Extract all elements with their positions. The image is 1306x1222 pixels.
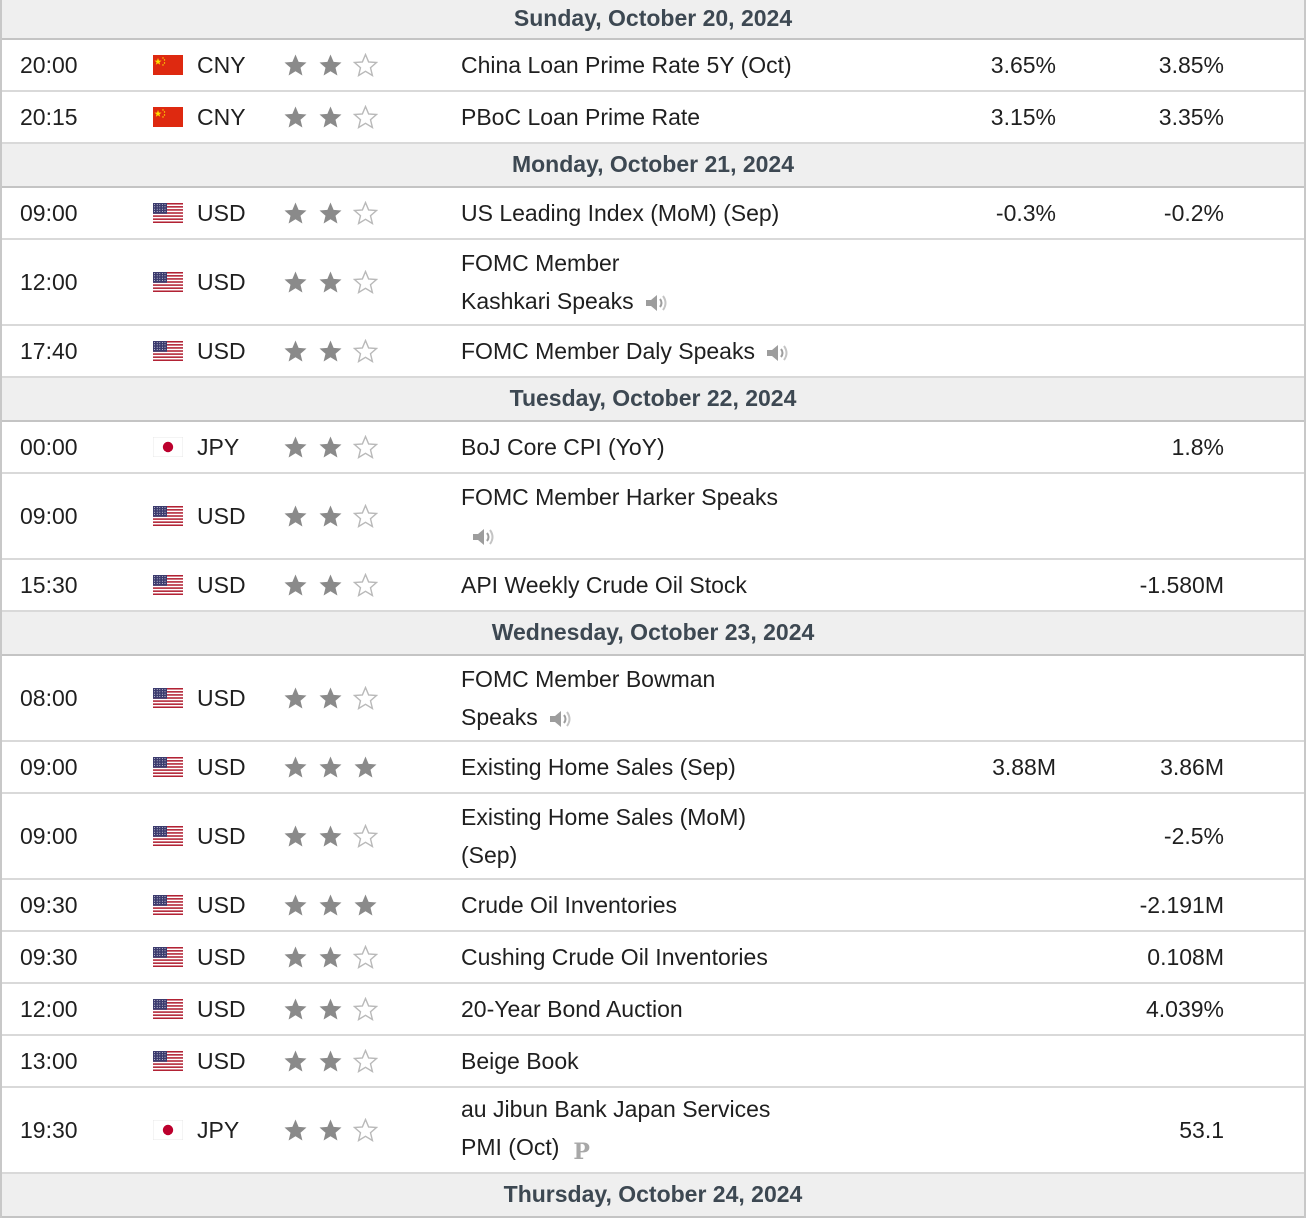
event-currency: USD xyxy=(197,268,246,295)
importance-rating xyxy=(283,1088,393,1172)
event-forecast: -2.191M xyxy=(1139,891,1224,918)
importance-rating xyxy=(283,422,393,472)
event-previous xyxy=(1230,794,1300,878)
star-empty-icon xyxy=(353,53,378,78)
star-empty-icon xyxy=(353,1118,378,1143)
event-forecast xyxy=(1062,656,1224,740)
importance-rating xyxy=(283,240,393,324)
event-name-cell[interactable] xyxy=(461,40,881,90)
star-filled-icon xyxy=(283,1049,308,1074)
star-filled-icon xyxy=(353,893,378,918)
event-actual: 3.88M xyxy=(992,753,1056,780)
event-previous xyxy=(1230,40,1300,90)
event-time: 13:00 xyxy=(20,1047,78,1074)
event-name-cell[interactable] xyxy=(461,326,881,376)
event-previous xyxy=(1230,656,1300,740)
us-flag-icon xyxy=(153,240,185,324)
event-forecast xyxy=(1062,240,1224,324)
star-empty-icon xyxy=(353,201,378,226)
us-flag-icon xyxy=(153,656,185,740)
china-flag-icon xyxy=(153,92,185,142)
star-filled-icon xyxy=(318,339,343,364)
speaker-icon[interactable] xyxy=(644,292,670,314)
event-row[interactable] xyxy=(2,560,1304,612)
event-currency: USD xyxy=(197,753,246,780)
event-currency: USD xyxy=(197,684,246,711)
event-row[interactable] xyxy=(2,188,1304,240)
importance-rating xyxy=(283,794,393,878)
star-filled-icon xyxy=(283,824,308,849)
us-flag-icon xyxy=(153,932,185,982)
star-empty-icon xyxy=(353,504,378,529)
us-flag-icon xyxy=(153,880,185,930)
event-time: 00:00 xyxy=(20,433,78,460)
event-name-cell[interactable] xyxy=(461,656,881,740)
event-time: 09:00 xyxy=(20,822,78,849)
event-name-cell[interactable] xyxy=(461,880,881,930)
event-previous xyxy=(1230,742,1300,792)
star-filled-icon xyxy=(283,339,308,364)
star-filled-icon xyxy=(318,573,343,598)
day-header: Tuesday, October 22, 2024 xyxy=(2,378,1304,422)
event-name-cell[interactable] xyxy=(461,188,881,238)
event-name[interactable]: China Loan Prime Rate 5Y (Oct) xyxy=(461,52,792,78)
event-time: 09:30 xyxy=(20,891,78,918)
event-previous xyxy=(1230,1088,1300,1172)
day-header: Sunday, October 20, 2024 xyxy=(2,0,1304,40)
event-previous xyxy=(1230,984,1300,1034)
star-filled-icon xyxy=(283,201,308,226)
star-filled-icon xyxy=(318,824,343,849)
event-previous xyxy=(1230,1036,1300,1086)
importance-rating xyxy=(283,880,393,930)
event-name-cell[interactable] xyxy=(461,984,881,1034)
event-currency: USD xyxy=(197,891,246,918)
event-forecast: 3.35% xyxy=(1158,103,1224,130)
event-time: 17:40 xyxy=(20,337,78,364)
event-row[interactable] xyxy=(2,422,1304,474)
event-currency: JPY xyxy=(197,1116,240,1143)
event-forecast: -2.5% xyxy=(1163,822,1224,849)
event-actual: 3.15% xyxy=(990,103,1056,130)
event-currency: CNY xyxy=(197,103,246,130)
star-filled-icon xyxy=(318,1118,343,1143)
event-previous xyxy=(1230,932,1300,982)
event-name[interactable]: BoJ Core CPI (YoY) xyxy=(461,434,665,460)
event-currency: CNY xyxy=(197,51,246,78)
us-flag-icon xyxy=(153,188,185,238)
star-filled-icon xyxy=(283,893,308,918)
star-empty-icon xyxy=(353,945,378,970)
event-actual xyxy=(882,326,1056,376)
event-name[interactable]: 20-Year Bond Auction xyxy=(461,996,683,1022)
star-filled-icon xyxy=(318,105,343,130)
importance-rating xyxy=(283,92,393,142)
star-empty-icon xyxy=(353,573,378,598)
importance-rating xyxy=(283,326,393,376)
event-previous xyxy=(1230,880,1300,930)
event-time: 09:00 xyxy=(20,753,78,780)
speaker-icon-wrap[interactable] xyxy=(538,704,574,730)
event-actual: -0.3% xyxy=(995,199,1056,226)
event-forecast: 0.108M xyxy=(1147,943,1224,970)
event-row[interactable] xyxy=(2,1088,1304,1174)
event-name-cell[interactable] xyxy=(461,1036,881,1086)
event-row[interactable] xyxy=(2,656,1304,742)
speaker-icon-wrap[interactable] xyxy=(461,522,497,548)
event-name[interactable]: US Leading Index (MoM) (Sep) xyxy=(461,200,780,226)
event-actual: 3.65% xyxy=(990,51,1056,78)
event-actual xyxy=(882,1036,1056,1086)
event-currency: USD xyxy=(197,943,246,970)
event-actual xyxy=(882,474,1056,558)
event-forecast: 4.039% xyxy=(1145,995,1224,1022)
event-previous xyxy=(1230,188,1300,238)
star-filled-icon xyxy=(318,504,343,529)
importance-rating xyxy=(283,40,393,90)
star-empty-icon xyxy=(353,339,378,364)
importance-rating xyxy=(283,656,393,740)
event-time: 19:30 xyxy=(20,1116,78,1143)
event-name-cell[interactable] xyxy=(461,742,881,792)
importance-rating xyxy=(283,984,393,1034)
importance-rating xyxy=(283,188,393,238)
event-name[interactable]: Beige Book xyxy=(461,1048,579,1074)
event-forecast: 3.85% xyxy=(1158,51,1224,78)
event-name-cell[interactable] xyxy=(461,1088,881,1172)
china-flag-icon xyxy=(153,40,185,90)
star-filled-icon xyxy=(318,997,343,1022)
star-filled-icon xyxy=(318,945,343,970)
event-row[interactable] xyxy=(2,742,1304,794)
event-name[interactable]: API Weekly Crude Oil Stock xyxy=(461,572,747,598)
star-filled-icon xyxy=(318,893,343,918)
event-previous xyxy=(1230,92,1300,142)
star-filled-icon xyxy=(318,270,343,295)
star-filled-icon xyxy=(283,573,308,598)
event-actual xyxy=(882,240,1056,324)
event-row[interactable] xyxy=(2,794,1304,880)
event-previous xyxy=(1230,240,1300,324)
event-actual xyxy=(882,880,1056,930)
star-filled-icon xyxy=(318,755,343,780)
importance-rating xyxy=(283,1036,393,1086)
us-flag-icon xyxy=(153,984,185,1034)
event-time: 09:00 xyxy=(20,502,78,529)
event-previous xyxy=(1230,422,1300,472)
event-previous xyxy=(1230,474,1300,558)
event-previous xyxy=(1230,560,1300,610)
event-name[interactable]: FOMC Member Bowman Speaks xyxy=(461,666,716,730)
event-name-cell[interactable] xyxy=(461,932,881,982)
star-filled-icon xyxy=(283,686,308,711)
event-previous xyxy=(1230,326,1300,376)
speaker-icon-wrap[interactable] xyxy=(634,288,670,314)
event-actual xyxy=(882,1088,1056,1172)
day-header: Thursday, October 24, 2024 xyxy=(2,1174,1304,1218)
event-currency: USD xyxy=(197,571,246,598)
star-filled-icon xyxy=(318,686,343,711)
importance-rating xyxy=(283,742,393,792)
speaker-icon[interactable] xyxy=(548,708,574,730)
event-name[interactable]: FOMC Member Kashkari Speaks xyxy=(461,250,634,314)
star-filled-icon xyxy=(318,53,343,78)
event-forecast: -0.2% xyxy=(1163,199,1224,226)
event-name-cell[interactable] xyxy=(461,422,881,472)
event-actual xyxy=(882,984,1056,1034)
event-row[interactable] xyxy=(2,326,1304,378)
event-forecast: 3.86M xyxy=(1160,753,1224,780)
event-actual xyxy=(882,422,1056,472)
event-actual xyxy=(882,932,1056,982)
us-flag-icon xyxy=(153,474,185,558)
importance-rating xyxy=(283,932,393,982)
star-filled-icon xyxy=(353,755,378,780)
event-row[interactable] xyxy=(2,240,1304,326)
event-time: 20:00 xyxy=(20,51,78,78)
star-filled-icon xyxy=(283,105,308,130)
star-empty-icon xyxy=(353,270,378,295)
us-flag-icon xyxy=(153,794,185,878)
star-empty-icon xyxy=(353,1049,378,1074)
event-time: 08:00 xyxy=(20,684,78,711)
event-currency: USD xyxy=(197,337,246,364)
event-time: 12:00 xyxy=(20,268,78,295)
star-filled-icon xyxy=(283,504,308,529)
event-forecast: 53.1 xyxy=(1179,1116,1224,1143)
speaker-icon[interactable] xyxy=(471,526,497,548)
event-row[interactable] xyxy=(2,880,1304,932)
event-name[interactable]: Existing Home Sales (MoM) (Sep) xyxy=(461,804,747,868)
event-name[interactable]: Existing Home Sales (Sep) xyxy=(461,754,736,780)
star-filled-icon xyxy=(283,945,308,970)
event-currency: JPY xyxy=(197,433,240,460)
preliminary-icon: P xyxy=(573,1138,590,1165)
event-actual xyxy=(882,560,1056,610)
event-currency: USD xyxy=(197,502,246,529)
event-actual xyxy=(882,794,1056,878)
star-filled-icon xyxy=(283,755,308,780)
day-header: Wednesday, October 23, 2024 xyxy=(2,612,1304,656)
star-empty-icon xyxy=(353,997,378,1022)
event-row[interactable] xyxy=(2,1036,1304,1088)
event-forecast: 1.8% xyxy=(1171,433,1224,460)
japan-flag-icon xyxy=(153,1088,185,1172)
star-filled-icon xyxy=(318,435,343,460)
star-filled-icon xyxy=(318,1049,343,1074)
event-name[interactable]: Crude Oil Inventories xyxy=(461,892,678,918)
star-empty-icon xyxy=(353,686,378,711)
event-name[interactable]: PBoC Loan Prime Rate xyxy=(461,104,701,130)
event-name[interactable]: FOMC Member Daly Speaks xyxy=(461,338,755,364)
event-currency: USD xyxy=(197,995,246,1022)
event-row[interactable] xyxy=(2,92,1304,144)
event-time: 15:30 xyxy=(20,571,78,598)
speaker-icon[interactable] xyxy=(765,342,791,364)
star-filled-icon xyxy=(283,435,308,460)
event-time: 20:15 xyxy=(20,103,78,130)
event-name-cell[interactable] xyxy=(461,474,881,558)
importance-rating xyxy=(283,474,393,558)
star-filled-icon xyxy=(283,1118,308,1143)
event-time: 09:30 xyxy=(20,943,78,970)
event-currency: USD xyxy=(197,822,246,849)
event-forecast: -1.580M xyxy=(1139,571,1224,598)
event-row[interactable] xyxy=(2,984,1304,1036)
event-time: 12:00 xyxy=(20,995,78,1022)
us-flag-icon xyxy=(153,560,185,610)
star-filled-icon xyxy=(283,270,308,295)
event-name-cell[interactable] xyxy=(461,560,881,610)
event-name[interactable]: au Jibun Bank Japan Services PMI (Oct) xyxy=(461,1095,771,1160)
us-flag-icon xyxy=(153,1036,185,1086)
event-name[interactable]: FOMC Member Harker Speaks xyxy=(461,484,778,510)
star-empty-icon xyxy=(353,105,378,130)
event-forecast xyxy=(1062,474,1224,558)
event-currency: USD xyxy=(197,1047,246,1074)
star-filled-icon xyxy=(283,997,308,1022)
event-forecast xyxy=(1062,1036,1224,1086)
star-filled-icon xyxy=(283,53,308,78)
importance-rating xyxy=(283,560,393,610)
day-header: Monday, October 21, 2024 xyxy=(2,144,1304,188)
event-name-cell[interactable] xyxy=(461,794,881,878)
event-forecast xyxy=(1062,326,1224,376)
event-name-cell[interactable] xyxy=(461,240,881,324)
us-flag-icon xyxy=(153,326,185,376)
event-row[interactable] xyxy=(2,932,1304,984)
star-filled-icon xyxy=(318,201,343,226)
star-empty-icon xyxy=(353,824,378,849)
event-time: 09:00 xyxy=(20,199,78,226)
speaker-icon-wrap[interactable] xyxy=(755,338,791,364)
event-actual xyxy=(882,656,1056,740)
event-name-cell[interactable] xyxy=(461,92,881,142)
event-row[interactable] xyxy=(2,40,1304,92)
event-name[interactable]: Cushing Crude Oil Inventories xyxy=(461,944,768,970)
star-empty-icon xyxy=(353,435,378,460)
us-flag-icon xyxy=(153,742,185,792)
event-currency: USD xyxy=(197,199,246,226)
japan-flag-icon xyxy=(153,422,185,472)
event-row[interactable] xyxy=(2,474,1304,560)
